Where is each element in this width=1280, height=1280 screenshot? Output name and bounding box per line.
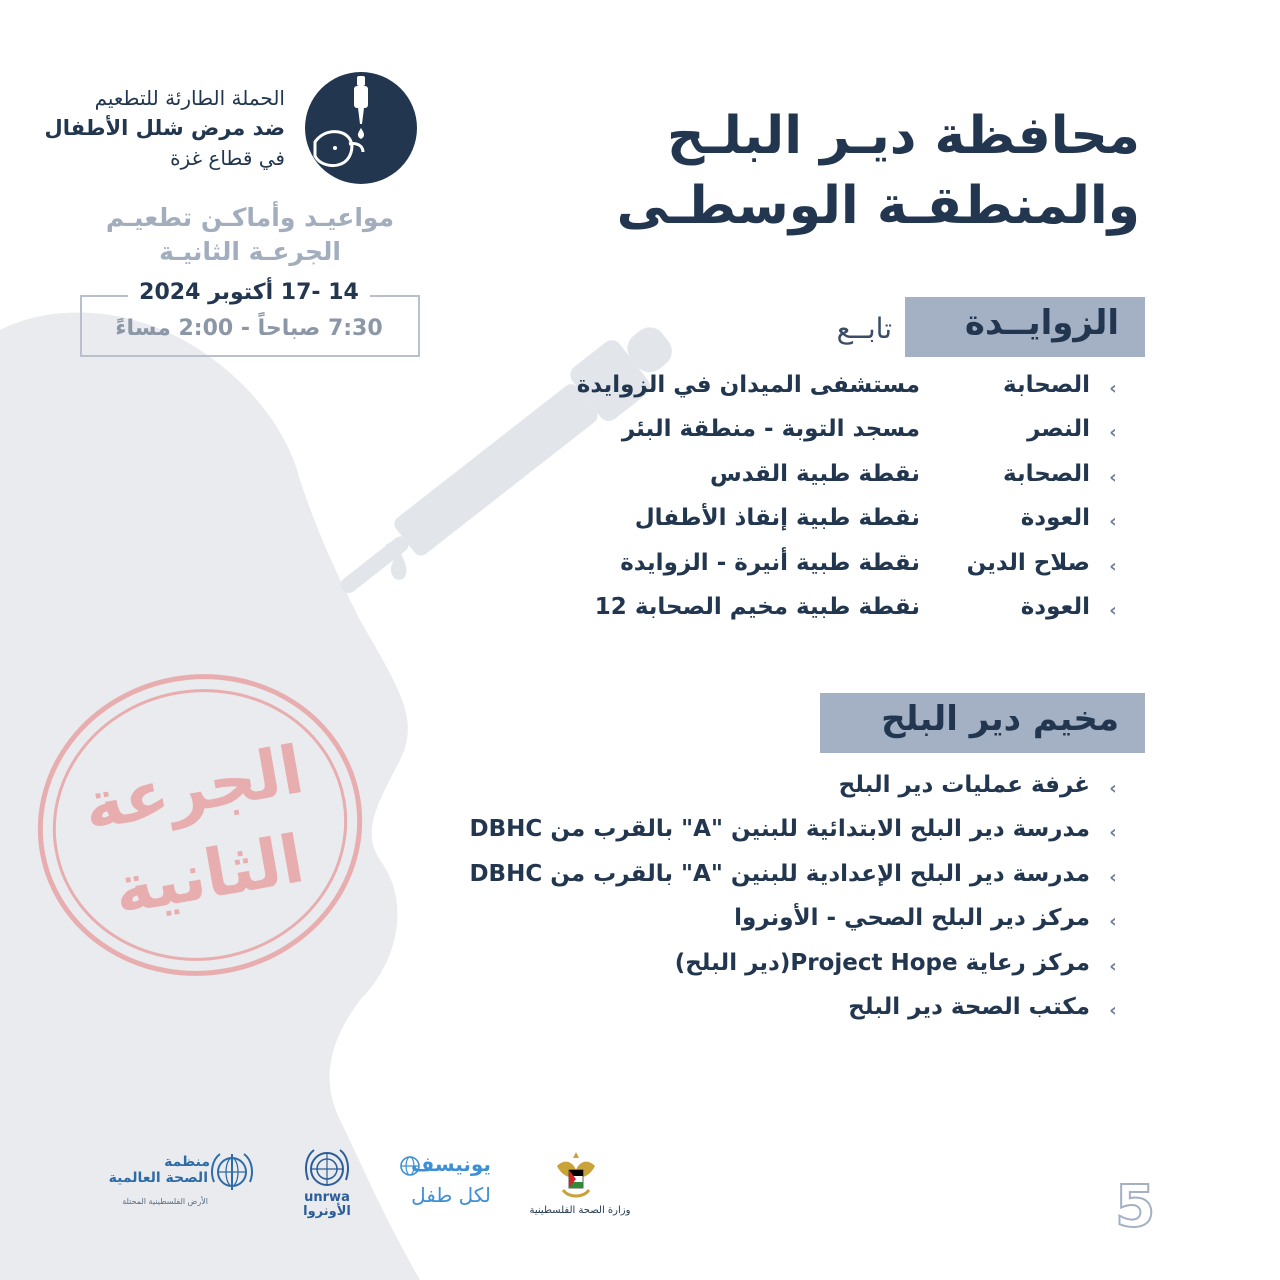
- list-item: [420, 905, 1120, 949]
- chevron-left-icon: ‹: [1109, 466, 1117, 488]
- unrwa-logo-text-ar: الأونروا: [303, 1204, 351, 1219]
- list-item: [530, 372, 1120, 416]
- list-item: [530, 594, 1120, 638]
- date-box-border: [370, 295, 418, 297]
- area-name: الصحابة: [1003, 460, 1090, 487]
- place-name: نقطة طبية إنقاذ الأطفال: [634, 505, 920, 532]
- list-item: [420, 994, 1120, 1038]
- stamp-text-line-1: الجرعة: [77, 730, 310, 846]
- chevron-left-icon: ‹: [1109, 555, 1117, 577]
- unicef-logo-text: يونيسف: [411, 1152, 491, 1176]
- place-name: نقطة طبية القدس: [709, 460, 920, 487]
- place-name: نقطة طبية مخيم الصحابة 12: [594, 593, 920, 620]
- place-name: نقطة طبية أنيرة - الزوايدة: [620, 549, 920, 576]
- time-range: 7:30 صباحاً - 2:00 مساءً: [115, 316, 383, 341]
- chevron-left-icon: ‹: [1109, 866, 1117, 888]
- date-box-border: [80, 295, 128, 297]
- list-item: [530, 550, 1120, 594]
- campaign-title-line-1: الحملة الطارئة للتطعيم: [94, 86, 285, 110]
- schedule-title-line-2: الجرعـة الثانيـة: [159, 237, 341, 266]
- list-item: [420, 861, 1120, 905]
- place-name: مدرسة دير البلح الإعدادية للبنين "A" بالقرب من DBHC: [469, 860, 1090, 887]
- unicef-slogan: لكل طفل: [411, 1183, 491, 1207]
- who-emblem-icon: [208, 1150, 256, 1194]
- campaign-logo-icon: [305, 72, 417, 184]
- chevron-left-icon: ‹: [1109, 822, 1117, 844]
- emblem-icon: [553, 1148, 599, 1202]
- second-dose-stamp: [30, 670, 370, 980]
- who-logo-text: منظمة: [164, 1154, 210, 1170]
- continued-label: تابــع: [836, 312, 892, 345]
- chevron-left-icon: ‹: [1109, 955, 1117, 977]
- unrwa-logo-text: unrwa: [304, 1190, 350, 1205]
- campaign-title-line-3: في قطاع غزة: [170, 146, 285, 170]
- place-name: مركز رعاية Project Hope(دير البلح): [674, 949, 1090, 976]
- list-item: [420, 816, 1120, 860]
- moh-logo-text: وزارة الصحة الفلسطينية: [529, 1205, 631, 1216]
- chevron-left-icon: ‹: [1109, 599, 1117, 621]
- page-number: 5: [1115, 1172, 1156, 1240]
- list-item: [420, 950, 1120, 994]
- area-name: الصحابة: [1003, 372, 1090, 398]
- place-name: مسجد التوبة - منطقة البئر: [621, 416, 920, 443]
- area-name: العودة: [1020, 505, 1090, 532]
- deir-balah-location-list: [420, 772, 1120, 1038]
- list-item: [530, 416, 1120, 460]
- zawayda-location-list: [530, 372, 1120, 638]
- stamp-text-line-2: الثانية: [108, 820, 310, 930]
- section-header-zawayda: الزوايــدة: [905, 297, 1145, 357]
- main-title-line-2: والمنطقـة الوسطـى: [616, 176, 1140, 236]
- date-range: 14 -17 أكتوبر 2024: [139, 280, 359, 305]
- place-name: مستشفى الميدان في الزوايدة: [576, 372, 920, 398]
- chevron-left-icon: ‹: [1109, 422, 1117, 444]
- section-header-deir-balah-camp: مخيم دير البلح: [820, 693, 1145, 753]
- area-name: النصر: [1027, 416, 1090, 443]
- place-name: مكتب الصحة دير البلح: [848, 993, 1090, 1020]
- chevron-left-icon: ‹: [1109, 911, 1117, 933]
- place-name: مركز دير البلح الصحي - الأونروا: [734, 905, 1090, 932]
- who-logo-text: الصحة العالمية: [108, 1170, 208, 1186]
- place-name: غرفة عمليات دير البلح: [838, 772, 1090, 798]
- main-title-line-1: محافظة ديـر البلـح: [666, 106, 1140, 166]
- campaign-title-line-2: ضد مرض شلل الأطفال: [44, 116, 285, 140]
- place-name: مدرسة دير البلح الابتدائية للبنين "A" بالقرب من DBHC: [469, 816, 1090, 843]
- un-emblem-icon: [300, 1146, 354, 1192]
- chevron-left-icon: ‹: [1109, 511, 1117, 533]
- chevron-left-icon: ‹: [1109, 999, 1117, 1021]
- area-name: العودة: [1020, 593, 1090, 620]
- who-logo-subtext: الأرض الفلسطينية المحتلة: [122, 1197, 208, 1206]
- area-name: صلاح الدين: [966, 549, 1090, 576]
- list-item: [530, 461, 1120, 505]
- schedule-title-line-1: مواعيـد وأماكـن تطعيـم: [105, 203, 395, 232]
- list-item: [530, 505, 1120, 549]
- list-item: [420, 772, 1120, 816]
- chevron-left-icon: ‹: [1109, 778, 1117, 799]
- chevron-left-icon: ‹: [1109, 378, 1117, 399]
